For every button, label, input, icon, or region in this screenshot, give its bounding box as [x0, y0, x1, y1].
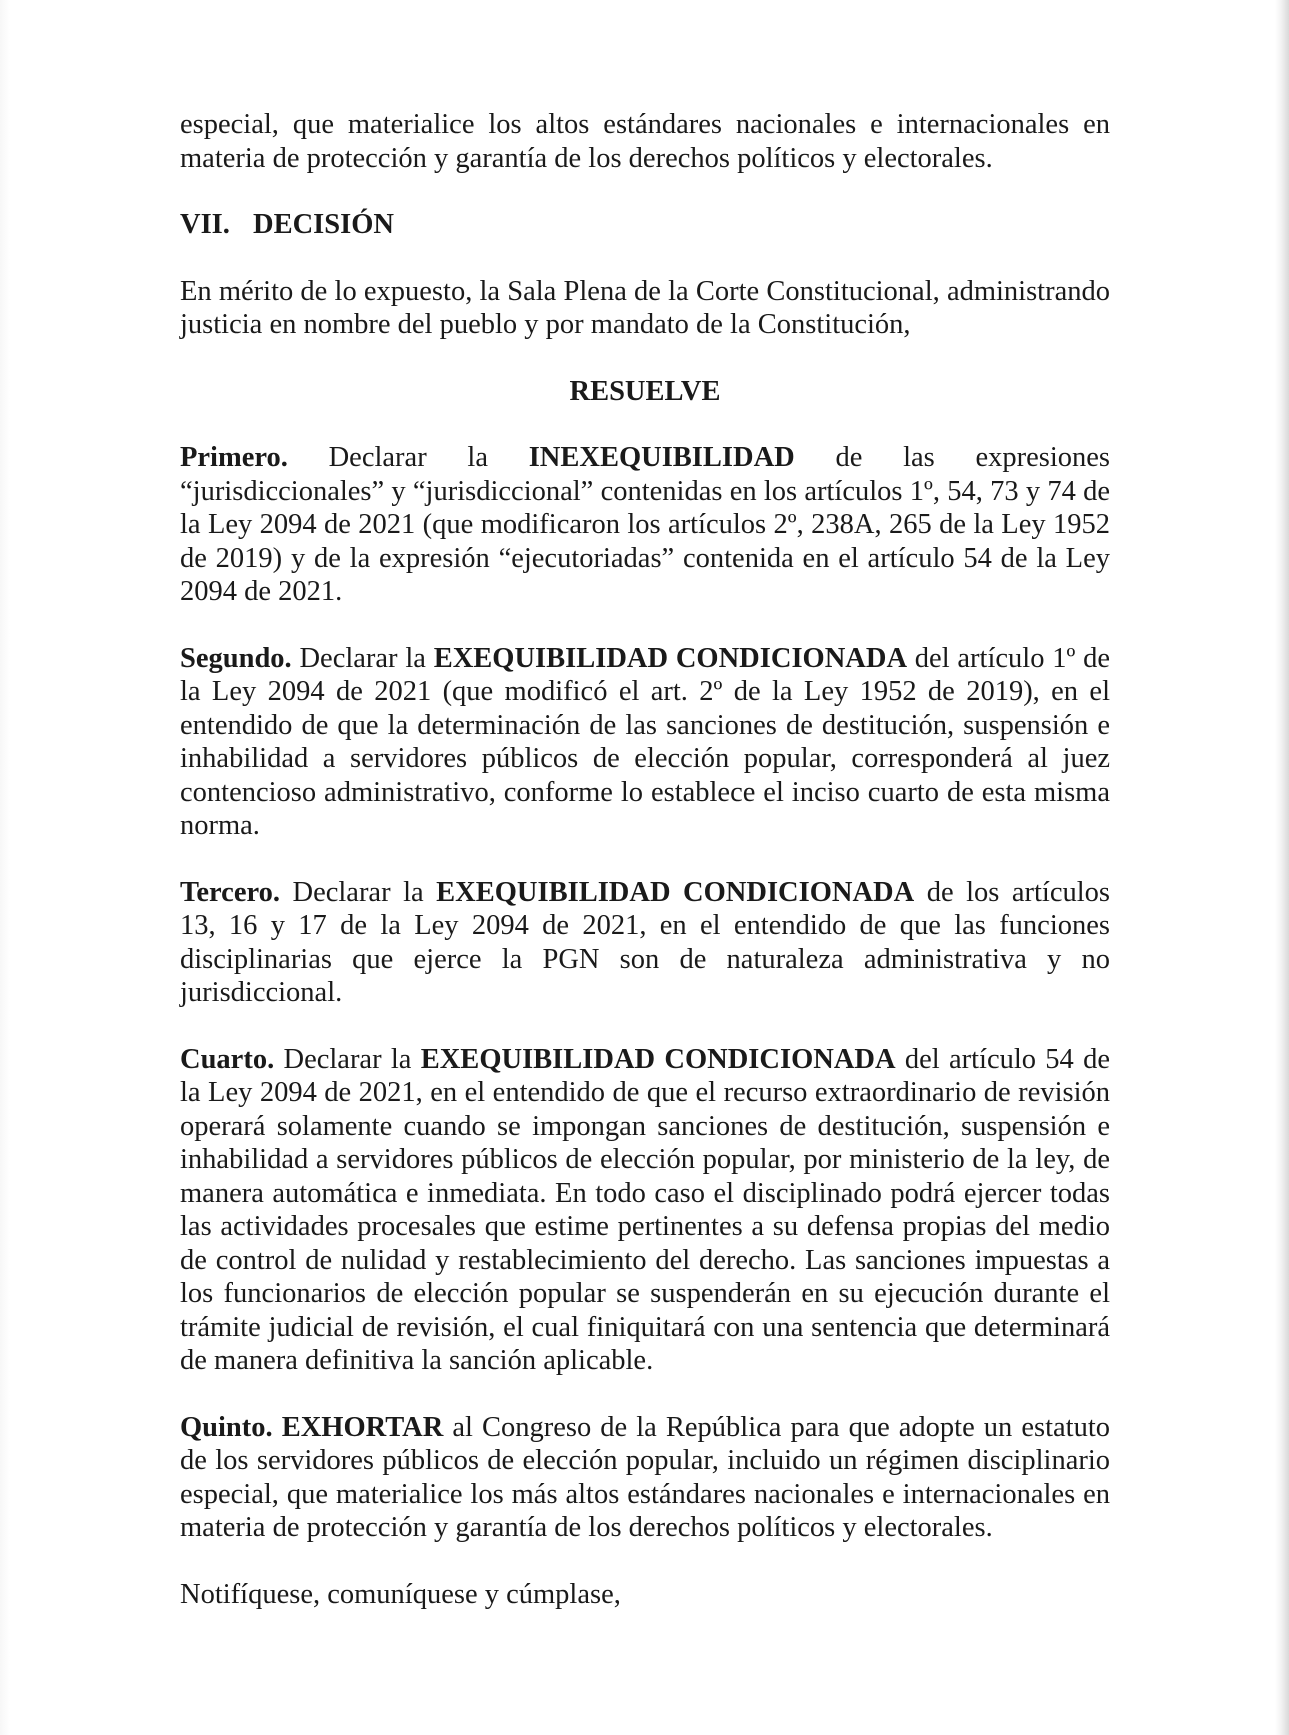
resolution-emphasis: EXHORTAR: [281, 1411, 444, 1443]
resolution-label: Cuarto.: [180, 1043, 275, 1075]
document-body: [180, 108, 1110, 1611]
resolution-label: Primero.: [180, 442, 288, 473]
resolution-emphasis: INEXEQUIBILIDAD: [528, 442, 795, 473]
resolution-emphasis: EXEQUIBILIDAD CONDICIONADA: [420, 1043, 896, 1075]
resolution-quinto: [180, 1411, 1110, 1545]
page-left-edge: [0, 0, 10, 1735]
resolution-label: Tercero.: [180, 876, 280, 908]
resolve-heading: RESUELVE: [569, 375, 721, 407]
resolution-text-after: de las expresiones “jurisdiccionales” y “jurisdiccional” contenidas en los artículos 1º, 54, 73 y 74 de la Ley 2094 de 2021 (que modificaron los artículos 2º, 238A, 265 de la Ley 1952 de 2019) y de la expresión “ejecutoriadas” contenida en el artículo 54 de la Ley 2094 de 2021.: [180, 442, 1110, 607]
resolution-segundo: [180, 642, 1110, 843]
closing-line: Notifíquese, comuníquese y cúmplase,: [180, 1578, 621, 1610]
resolution-label: Segundo.: [180, 642, 292, 674]
resolution-cuarto: [180, 1043, 1110, 1378]
section-number: VII.: [180, 209, 230, 240]
page-right-edge-shadow: [1275, 0, 1289, 1735]
resolution-text-before: Declarar la: [274, 1043, 421, 1075]
resolution-text-before: Declarar la: [287, 442, 529, 473]
resolution-text-after: al Congreso de la República para que adopte un estatuto de los servidores públicos de elección popular, incluido un régimen disciplinario especial, que materialice los más altos estándares nacionales e internacionales en materia de protección y garantía de los derechos políticos y electorales.: [180, 1411, 1111, 1543]
resolution-text-after: de los artículos 13, 16 y 17 de la Ley 2094 de 2021, en el entendido de que las funciones disciplinarias que ejerce la PGN son de naturaleza administrativa y no jurisdiccional.: [180, 876, 1111, 1008]
resolution-text-after: del artículo 1º de la Ley 2094 de 2021 (que modificó el art. 2º de la Ley 1952 de 2019), en el entendido de que la determinación de las sanciones de destitución, suspensión e inhabilidad a servidores públicos de elección popular, corresponderá al juez contencioso administrativo, conforme lo establece el inciso cuarto de esta misma norma.: [180, 642, 1110, 841]
resolution-text-before: Declarar la: [280, 876, 437, 908]
resolution-text-after: del artículo 54 de la Ley 2094 de 2021, en el entendido de que el recurso extraordinario de revisión operará solamente cuando se impongan sanciones de destitución, suspensión e inhabilidad a servidores públicos de elección popular, por ministerio de la ley, de manera automática e inmediata. En todo caso el disciplinado podrá ejercer todas las actividades procesales que estime pertinentes a su defensa propias del medio de control de nulidad y restablecimiento del derecho. Las sanciones impuestas a los funcionarios de elección popular se suspenderán en su ejecución durante el trámite judicial de revisión, el cual finiquitará con una sentencia que determinará de manera definitiva la sanción aplicable.: [180, 1043, 1110, 1376]
resolution-primero: [180, 441, 1110, 609]
resolution-text-before: [273, 1412, 282, 1443]
resolution-emphasis: EXEQUIBILIDAD CONDICIONADA: [433, 642, 908, 674]
section-title: DECISIÓN: [253, 209, 394, 240]
intro-paragraph: especial, que materialice los altos estándares nacionales e internacionales en materia de protección y garantía de los derechos políticos y electorales.: [180, 109, 1110, 174]
resolution-tercero: [180, 876, 1110, 1010]
section-heading: [180, 208, 1110, 242]
preamble-paragraph: En mérito de lo expuesto, la Sala Plena de la Corte Constitucional, administrando justicia en nombre del pueblo y por mandato de la Constitución,: [180, 275, 1110, 340]
resolution-label: Quinto.: [180, 1411, 273, 1443]
resolution-emphasis: EXEQUIBILIDAD CONDICIONADA: [436, 876, 915, 908]
resolution-text-before: Declarar la: [291, 642, 434, 674]
